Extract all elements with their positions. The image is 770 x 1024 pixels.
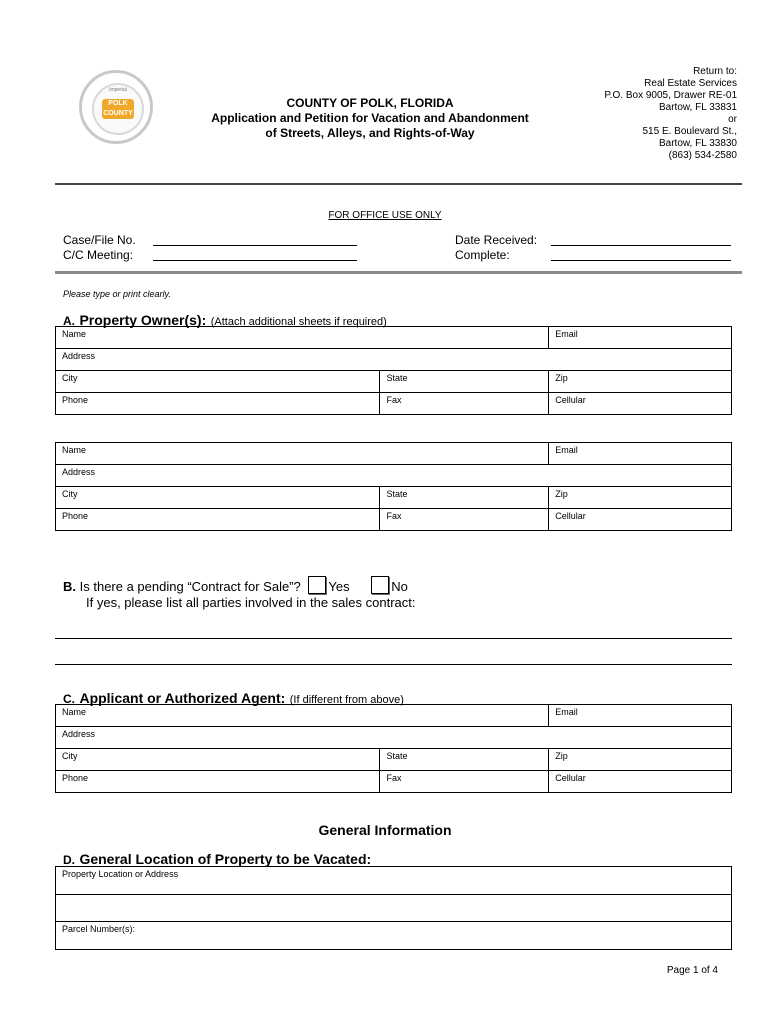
zip-field[interactable] bbox=[549, 749, 732, 771]
field-label: Address bbox=[62, 351, 96, 361]
field-label: Phone bbox=[62, 395, 89, 405]
return-line: Bartow, FL 33831 bbox=[658, 102, 737, 113]
page-number: Page 1 of 4 bbox=[666, 965, 718, 976]
section-letter: D. bbox=[63, 853, 75, 867]
office-use-heading: FOR OFFICE USE ONLY bbox=[328, 210, 442, 221]
field-label: Property Location or Address bbox=[62, 869, 179, 879]
return-address bbox=[537, 66, 737, 162]
location-table bbox=[55, 866, 732, 950]
email-field[interactable] bbox=[549, 327, 732, 349]
seal-inner bbox=[92, 83, 144, 135]
contract-question: Is there a pending “Contract for Sale”? bbox=[79, 579, 301, 594]
complete-label: Complete: bbox=[455, 248, 510, 262]
field-label: State bbox=[386, 373, 408, 383]
field-label: Fax bbox=[386, 395, 402, 405]
case-file-field[interactable] bbox=[153, 245, 357, 246]
contract-followup: If yes, please list all parties involved in the sales contract: bbox=[86, 595, 416, 610]
complete-field[interactable] bbox=[551, 260, 731, 261]
return-line: Return to: bbox=[693, 66, 737, 77]
field-label: Name bbox=[62, 329, 87, 339]
address-field[interactable] bbox=[56, 727, 732, 749]
field-label: Email bbox=[555, 329, 578, 339]
fax-field[interactable] bbox=[380, 509, 549, 531]
city-field[interactable] bbox=[56, 487, 380, 509]
field-label: Parcel Number(s): bbox=[62, 924, 136, 934]
field-label: Name bbox=[62, 707, 87, 717]
field-label: Fax bbox=[386, 773, 402, 783]
seal-badge bbox=[102, 99, 134, 119]
field-label: Cellular bbox=[555, 773, 586, 783]
property-location-field[interactable] bbox=[56, 867, 732, 895]
field-label: Name bbox=[62, 445, 87, 455]
phone-field[interactable] bbox=[56, 509, 380, 531]
section-title: Property Owner(s): bbox=[79, 312, 207, 328]
city-field[interactable] bbox=[56, 371, 380, 393]
state-field[interactable] bbox=[380, 749, 549, 771]
state-field[interactable] bbox=[380, 371, 549, 393]
polk-county-seal-icon bbox=[79, 70, 153, 144]
city-field[interactable] bbox=[56, 749, 380, 771]
field-label: City bbox=[62, 489, 78, 499]
date-received-label: Date Received: bbox=[455, 233, 538, 247]
cellular-field[interactable] bbox=[549, 509, 732, 531]
field-label: State bbox=[386, 751, 408, 761]
section-note: (If different from above) bbox=[289, 694, 404, 706]
phone-field[interactable] bbox=[56, 393, 380, 415]
title-line-3: of Streets, Alleys, and Rights-of-Way bbox=[265, 126, 475, 140]
field-label: Email bbox=[555, 445, 578, 455]
yes-checkbox[interactable] bbox=[308, 576, 326, 594]
section-title: General Location of Property to be Vacated: bbox=[79, 851, 372, 867]
contract-parties-line[interactable] bbox=[55, 664, 732, 665]
parcel-numbers-field[interactable] bbox=[56, 922, 732, 950]
fax-field[interactable] bbox=[380, 771, 549, 793]
field-label: Fax bbox=[386, 511, 402, 521]
name-field[interactable] bbox=[56, 327, 549, 349]
cc-meeting-label: C/C Meeting: bbox=[63, 248, 134, 262]
case-file-label: Case/File No. bbox=[63, 233, 136, 247]
email-field[interactable] bbox=[549, 705, 732, 727]
general-information-heading: General Information bbox=[318, 822, 452, 838]
seal-badge-line1: POLK bbox=[108, 100, 128, 107]
return-line: Real Estate Services bbox=[644, 78, 737, 89]
zip-field[interactable] bbox=[549, 371, 732, 393]
return-line: (863) 534-2580 bbox=[668, 150, 737, 161]
field-label: City bbox=[62, 751, 78, 761]
field-label: State bbox=[386, 489, 408, 499]
return-line: Bartow, FL 33830 bbox=[658, 138, 737, 149]
field-label: Zip bbox=[555, 373, 568, 383]
section-note: (Attach additional sheets if required) bbox=[210, 316, 387, 328]
cellular-field[interactable] bbox=[549, 771, 732, 793]
field-label: Cellular bbox=[555, 511, 586, 521]
field-label: Zip bbox=[555, 489, 568, 499]
applicant-table bbox=[55, 704, 732, 793]
header-divider bbox=[55, 183, 742, 185]
contract-parties-line[interactable] bbox=[55, 638, 732, 639]
field-label: Cellular bbox=[555, 395, 586, 405]
field-label: City bbox=[62, 373, 78, 383]
fax-field[interactable] bbox=[380, 393, 549, 415]
seal-top-text: Imperial bbox=[109, 87, 127, 93]
date-received-field[interactable] bbox=[551, 245, 731, 246]
field-label: Address bbox=[62, 467, 96, 477]
return-line: P.O. Box 9005, Drawer RE-01 bbox=[604, 90, 737, 101]
field-label: Phone bbox=[62, 511, 89, 521]
title-line-1: COUNTY OF POLK, FLORIDA bbox=[286, 96, 454, 110]
phone-field[interactable] bbox=[56, 771, 380, 793]
yes-label: Yes bbox=[328, 579, 350, 594]
name-field[interactable] bbox=[56, 443, 549, 465]
section-title: Applicant or Authorized Agent: bbox=[79, 690, 286, 706]
owner-1-table bbox=[55, 326, 732, 415]
office-divider bbox=[55, 271, 742, 274]
instruction-text: Please type or print clearly. bbox=[63, 289, 171, 299]
field-label: Zip bbox=[555, 751, 568, 761]
address-field[interactable] bbox=[56, 465, 732, 487]
section-letter: C. bbox=[63, 692, 75, 706]
property-location-continued-field[interactable] bbox=[56, 895, 732, 922]
field-label: Address bbox=[62, 729, 96, 739]
section-b-question bbox=[63, 576, 408, 594]
no-label: No bbox=[391, 579, 408, 594]
name-field[interactable] bbox=[56, 705, 549, 727]
field-label: Phone bbox=[62, 773, 89, 783]
cellular-field[interactable] bbox=[549, 393, 732, 415]
owner-2-table bbox=[55, 442, 732, 531]
no-checkbox[interactable] bbox=[371, 576, 389, 594]
title-line-2: Application and Petition for Vacation and Abandonment bbox=[211, 111, 529, 125]
section-letter: A. bbox=[63, 314, 75, 328]
return-line: or bbox=[728, 114, 737, 125]
zip-field[interactable] bbox=[549, 487, 732, 509]
cc-meeting-field[interactable] bbox=[153, 260, 357, 261]
field-label: Email bbox=[555, 707, 578, 717]
section-letter: B. bbox=[63, 579, 76, 594]
seal-badge-line2: COUNTY bbox=[103, 110, 133, 117]
state-field[interactable] bbox=[380, 487, 549, 509]
email-field[interactable] bbox=[549, 443, 732, 465]
address-field[interactable] bbox=[56, 349, 732, 371]
return-line: 515 E. Boulevard St., bbox=[642, 126, 737, 137]
